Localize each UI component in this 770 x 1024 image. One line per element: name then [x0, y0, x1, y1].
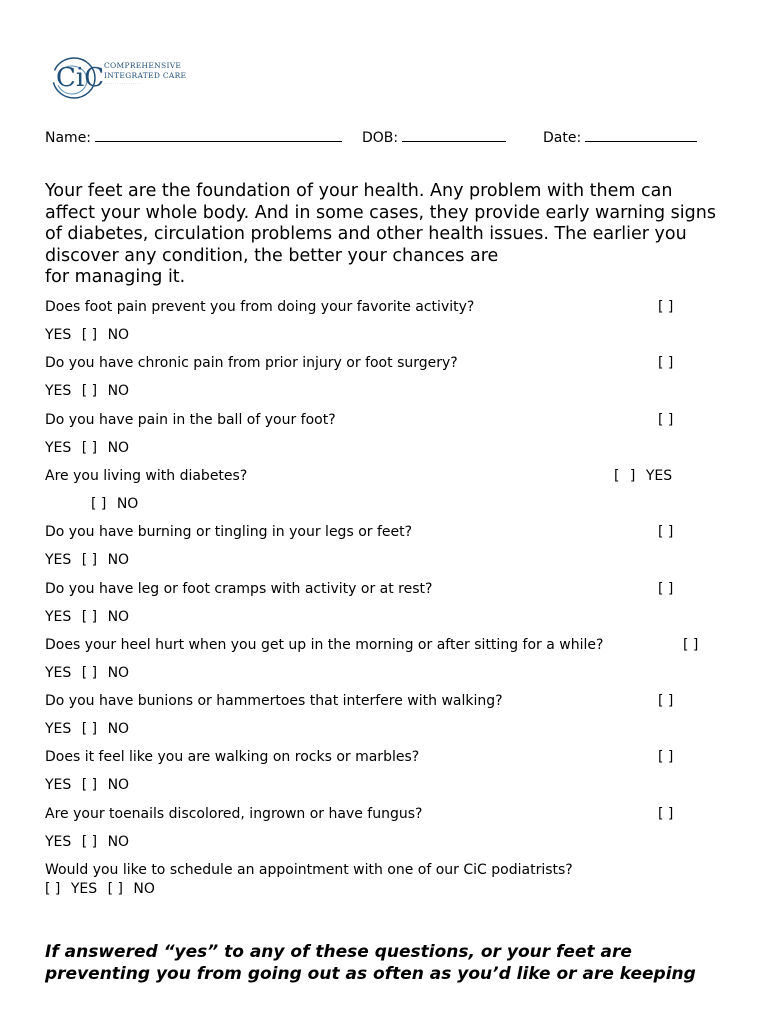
question-1: Does foot pain prevent you from doing your favorite activity? [45, 299, 475, 315]
question-7: Does your heel hurt when you get up in the morning or after sitting for a while? [45, 637, 604, 653]
question-3: Do you have pain in the ball of your foot? [45, 412, 336, 428]
date-field[interactable] [543, 129, 697, 146]
name-label: Name: [45, 130, 92, 146]
logo-tagline: · · · · · · · · · · · · · · · · · [104, 82, 141, 86]
closing-line-2: preventing you from going out as often as you’d like or are keeping [45, 963, 696, 984]
question-11-answers [45, 881, 155, 897]
question-9-checkbox[interactable]: [ ] [658, 749, 674, 765]
no-label: NO [107, 609, 130, 625]
yes-label: YES [45, 834, 72, 850]
no-label: NO [107, 834, 130, 850]
intro-line: for managing it. [45, 267, 186, 287]
intro-line: Your feet are the foundation of your health. Any problem with them can [45, 181, 673, 201]
name-field[interactable] [45, 129, 342, 146]
dob-label: DOB: [362, 130, 399, 146]
question-3-answers [45, 440, 129, 456]
no-label: NO [107, 552, 130, 568]
question-10-answers [45, 834, 129, 850]
no-label: NO [116, 496, 139, 512]
checkbox[interactable]: [ ] [81, 383, 98, 399]
checkbox[interactable]: [ ] [81, 609, 98, 625]
question-8-checkbox[interactable]: [ ] [658, 693, 674, 709]
checkbox[interactable]: [ ] [81, 552, 98, 568]
yes-checkbox[interactable]: [ ] [45, 881, 61, 897]
question-1-answers [45, 327, 129, 343]
question-6: Do you have leg or foot cramps with activity or at rest? [45, 581, 433, 597]
question-10-checkbox[interactable]: [ ] [658, 806, 674, 822]
checkbox[interactable]: [ ] [81, 327, 98, 343]
question-5-answers [45, 552, 129, 568]
intro-paragraph [45, 181, 735, 289]
question-8: Do you have bunions or hammertoes that interfere with walking? [45, 693, 503, 709]
checkbox[interactable]: [ ] [81, 777, 98, 793]
question-10: Are your toenails discolored, ingrown or have fungus? [45, 806, 423, 822]
question-4-no-option[interactable] [91, 496, 138, 512]
checkbox[interactable]: [ ] [91, 496, 107, 512]
yes-label: YES [45, 609, 72, 625]
closing-line-1: If answered “yes” to any of these questions, or your feet are [45, 942, 632, 962]
question-4-yes-option[interactable] [614, 468, 672, 484]
no-label: NO [107, 665, 130, 681]
logo-line-1: COMPREHENSIVE [104, 61, 182, 70]
checkbox[interactable]: [ ] [81, 721, 98, 737]
question-9: Does it feel like you are walking on rocks or marbles? [45, 749, 420, 765]
question-4: Are you living with diabetes? [45, 468, 248, 484]
name-blank[interactable] [95, 129, 342, 142]
question-3-checkbox[interactable]: [ ] [658, 412, 674, 428]
dob-blank[interactable] [402, 129, 506, 142]
question-11: Would you like to schedule an appointment with one of our CiC podiatrists? [45, 862, 573, 878]
closing-statement [45, 942, 745, 985]
yes-label: YES [45, 552, 72, 568]
yes-label: YES [45, 440, 72, 456]
dob-field[interactable] [362, 129, 506, 146]
question-5-checkbox[interactable]: [ ] [658, 524, 674, 540]
yes-label: YES [70, 881, 98, 897]
no-label: NO [133, 881, 155, 897]
checkbox[interactable]: [ ] [81, 440, 98, 456]
yes-label: YES [45, 721, 72, 737]
question-2-answers [45, 383, 129, 399]
checkbox[interactable]: [ ] [81, 665, 98, 681]
no-label: NO [107, 777, 130, 793]
yes-label: YES [45, 383, 72, 399]
question-6-checkbox[interactable]: [ ] [658, 581, 674, 597]
yes-label: YES [45, 777, 72, 793]
no-label: NO [107, 383, 130, 399]
question-7-answers [45, 665, 129, 681]
no-label: NO [107, 327, 130, 343]
question-2: Do you have chronic pain from prior injury or foot surgery? [45, 355, 458, 371]
question-6-answers [45, 609, 129, 625]
question-8-answers [45, 721, 129, 737]
question-9-answers [45, 777, 129, 793]
intro-line: affect your whole body. And in some cases, they provide early warning signs [45, 202, 716, 223]
question-1-checkbox[interactable]: [ ] [658, 299, 674, 315]
no-checkbox[interactable]: [ ] [107, 881, 123, 897]
logo-wordmark [104, 61, 186, 87]
question-5: Do you have burning or tingling in your legs or feet? [45, 524, 413, 540]
no-label: NO [107, 440, 130, 456]
intro-line: discover any condition, the better your chances are [45, 245, 499, 266]
date-blank[interactable] [585, 129, 697, 142]
logo-mark-text: CiC [56, 63, 105, 93]
question-2-checkbox[interactable]: [ ] [658, 355, 674, 371]
yes-label: YES [45, 327, 72, 343]
date-label: Date: [543, 130, 582, 146]
yes-label: YES [645, 468, 673, 484]
no-label: NO [107, 721, 130, 737]
intro-line: of diabetes, circulation problems and other health issues. The earlier you [45, 224, 687, 244]
logo-line-2: INTEGRATED CARE [104, 71, 187, 80]
checkbox[interactable]: [ ] [81, 834, 98, 850]
question-7-checkbox[interactable]: [ ] [683, 637, 699, 653]
checkbox[interactable]: [ ] [614, 468, 636, 484]
yes-label: YES [45, 665, 72, 681]
